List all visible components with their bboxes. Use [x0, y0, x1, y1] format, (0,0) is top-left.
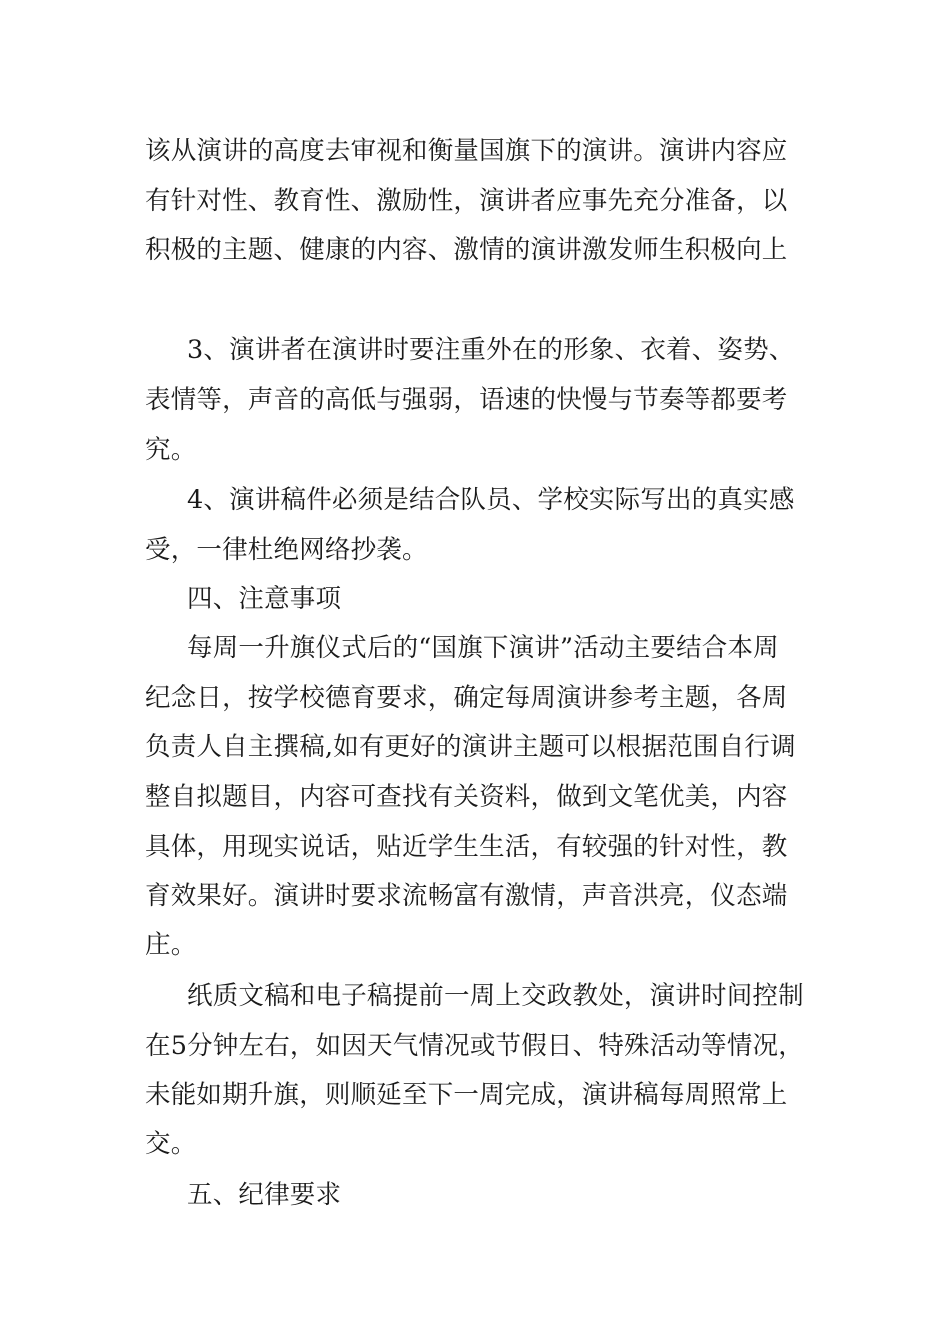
- section-heading-notes: 四、注意事项: [187, 584, 342, 614]
- submit-line: 纸质文稿和电子稿提前一周上交政教处，演讲时间控制: [187, 981, 804, 1011]
- notes-line: 庄。: [145, 930, 197, 960]
- notes-line: 每周一升旗仪式后的“国旗下演讲”活动主要结合本周: [187, 633, 779, 663]
- submit-line: 交。: [145, 1129, 197, 1159]
- notes-line: 纪念日，按学校德育要求，确定每周演讲参考主题，各周: [145, 683, 788, 713]
- paragraph-line: 该从演讲的高度去审视和衡量国旗下的演讲。演讲内容应: [145, 136, 788, 166]
- paragraph-line: 积极的主题、健康的内容、激情的演讲激发师生积极向上: [145, 235, 788, 265]
- section-heading-discipline: 五、纪律要求: [187, 1180, 342, 1210]
- notes-line: 负责人自主撰稿,如有更好的演讲主题可以根据范围自行调: [145, 732, 796, 762]
- notes-line: 育效果好。演讲时要求流畅富有激情，声音洪亮，仪态端: [145, 881, 788, 911]
- submit-line: 未能如期升旗，则顺延至下一周完成，演讲稿每周照常上: [145, 1080, 788, 1110]
- paragraph-line: 有针对性、教育性、激励性，演讲者应事先充分准备，以: [145, 186, 788, 216]
- notes-line: 具体，用现实说话，贴近学生生活，有较强的针对性，教: [145, 832, 788, 862]
- notes-line: 整自拟题目，内容可查找有关资料，做到文笔优美，内容: [145, 782, 788, 812]
- item-3-line: 3、演讲者在演讲时要注重外在的形象、衣着、姿势、: [187, 335, 795, 365]
- item-4-line: 4、演讲稿件必须是结合队员、学校实际写出的真实感: [187, 485, 795, 515]
- item-3-line: 表情等，声音的高低与强弱，语速的快慢与节奏等都要考: [145, 385, 788, 415]
- item-3-line: 究。: [145, 435, 197, 465]
- submit-line: 在5分钟左右，如因天气情况或节假日、特殊活动等情况，: [145, 1031, 804, 1061]
- item-4-line: 受，一律杜绝网络抄袭。: [145, 535, 428, 565]
